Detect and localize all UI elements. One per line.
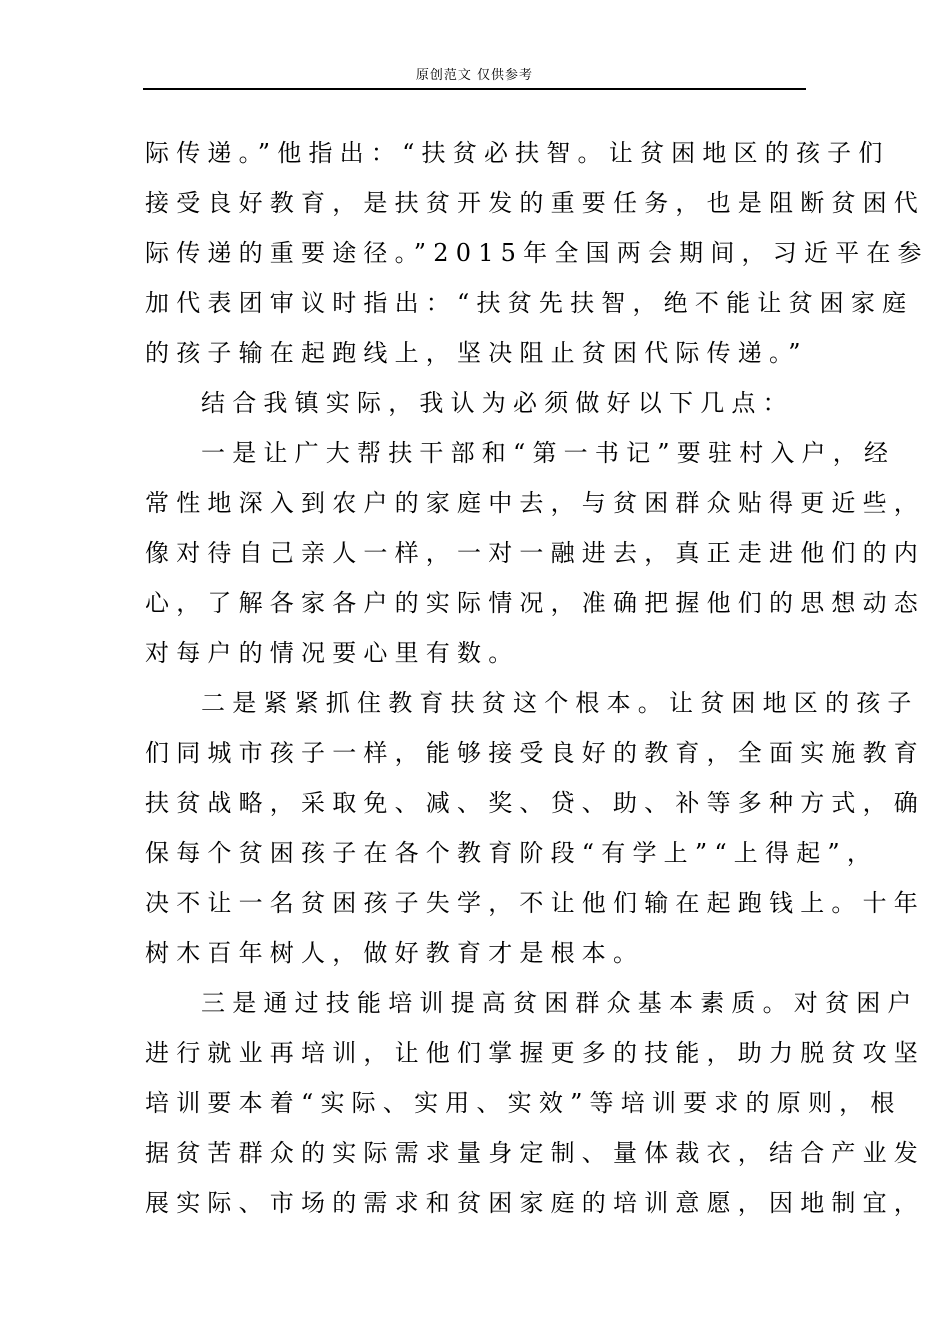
text-line: 树木百年树人，做好教育才是根本。	[145, 939, 645, 967]
text-line: 扶贫战略，采取免、减、奖、贷、助、补等多种方式，确	[145, 789, 925, 817]
text-line: 决不让一名贫困孩子失学，不让他们输在起跑钱上。十年	[145, 889, 925, 917]
text-line: 进行就业再培训，让他们掌握更多的技能，助力脱贫攻坚	[145, 1039, 925, 1067]
text-line: 培训要本着“实际、实用、实效”等培训要求的原则，根	[145, 1089, 902, 1117]
document-body	[145, 128, 929, 1228]
paragraph-start-line: 二是紧紧抓住教育扶贫这个根本。让贫困地区的孩子	[201, 689, 919, 717]
header-text: 原创范文 仅供参考	[415, 68, 534, 83]
text-line: 常性地深入到农户的家庭中去，与贫困群众贴得更近些，	[145, 489, 925, 517]
text-line: 展实际、市场的需求和贫困家庭的培训意愿，因地制宜，	[145, 1189, 925, 1217]
text-line: 保每个贫困孩子在各个教育阶段“有学上”“上得起”，	[145, 839, 879, 867]
text-line: 心，了解各家各户的实际情况，准确把握他们的思想动态	[145, 589, 925, 617]
text-line: 们同城市孩子一样，能够接受良好的教育，全面实施教育	[145, 739, 925, 767]
text-line: 际传递的重要途径。”2015年全国两会期间，习近平在参	[145, 239, 929, 267]
paragraph-start-line: 一是让广大帮扶干部和“第一书记”要驻村入户，经	[201, 439, 896, 467]
page-header	[143, 66, 806, 90]
text-line: 加代表团审议时指出：“扶贫先扶智，绝不能让贫困家庭	[145, 289, 914, 317]
text-line: 据贫苦群众的实际需求量身定制、量体裁衣，结合产业发	[145, 1139, 925, 1167]
text-line: 际传递。”他指出：“扶贫必扶智。让贫困地区的孩子们	[145, 139, 890, 167]
text-line: 的孩子输在起跑线上，坚决阻止贫困代际传递。”	[145, 339, 808, 367]
text-line: 对每户的情况要心里有数。	[145, 639, 520, 667]
text-line: 接受良好教育，是扶贫开发的重要任务，也是阻断贫困代	[145, 189, 925, 217]
paragraph-start-line: 结合我镇实际，我认为必须做好以下几点：	[201, 389, 794, 417]
text-line: 像对待自己亲人一样，一对一融进去，真正走进他们的内	[145, 539, 925, 567]
paragraph-start-line: 三是通过技能培训提高贫困群众基本素质。对贫困户	[201, 989, 919, 1017]
